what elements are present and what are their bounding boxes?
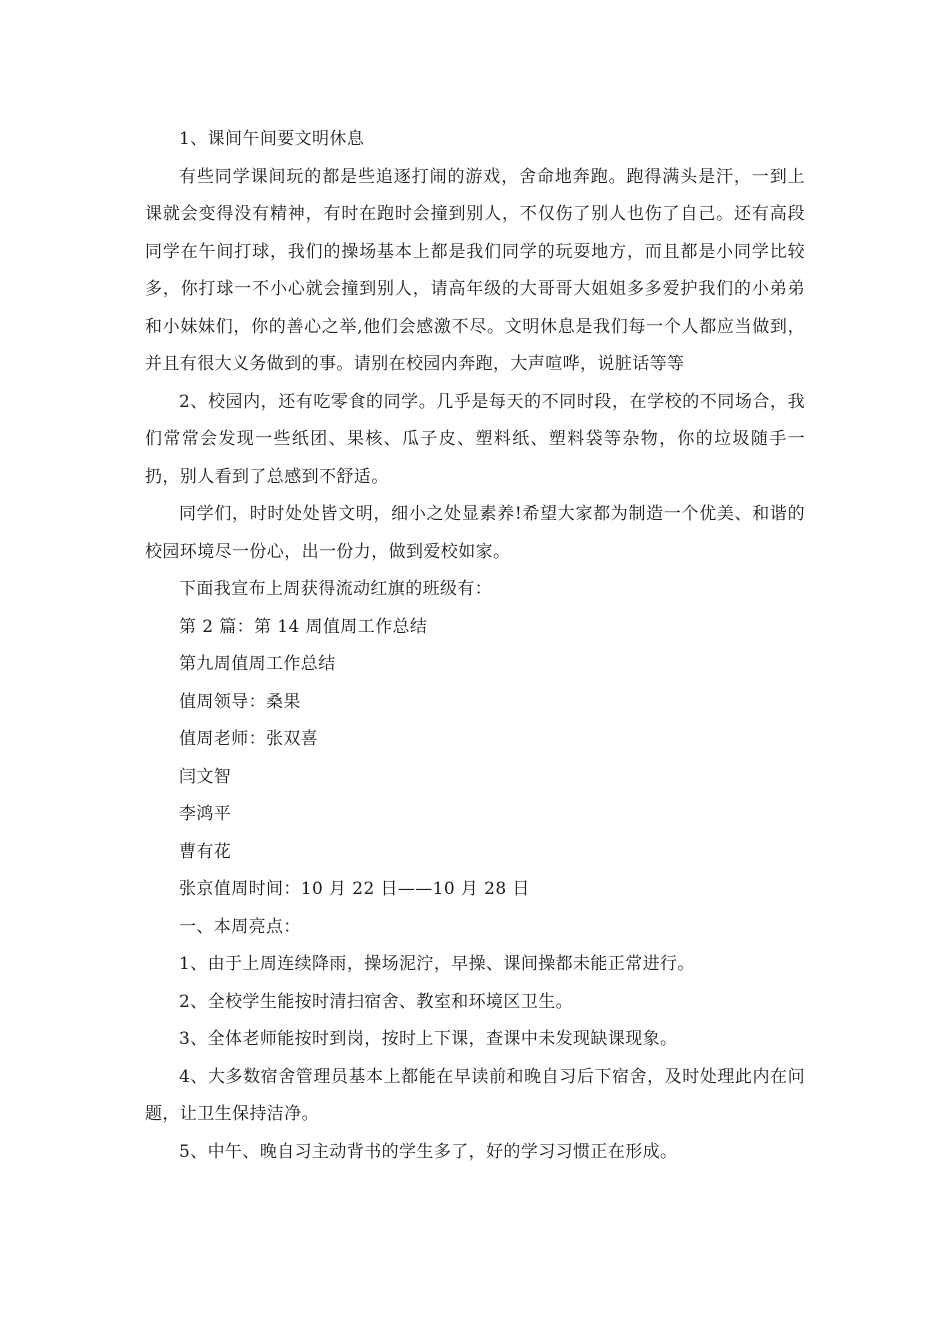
teacher-name: 闫文智 bbox=[179, 766, 232, 787]
summary-title: 第九周值周工作总结 bbox=[179, 654, 336, 674]
list-item: 5、中午、晚自习主动背书的学生多了，好的学习习惯正在形成。 bbox=[179, 1141, 678, 1162]
duty-leader: 值周领导：桑果 bbox=[179, 691, 301, 712]
paragraph: 2、校园内，还有吃零食的同学。几乎是每天的不同时段，在学校的不同场合，我们常常会发现一些纸团、果核、瓜子皮、塑料纸、塑料袋等杂物，你的垃圾随手一扔，别人看到了总感到不舒适。 bbox=[145, 391, 805, 487]
teacher-name: 曹有花 bbox=[179, 841, 232, 862]
paragraph: 同学们，时时处处皆文明，细小之处显素养!希望大家都为制造一个优美、和谐的校园环境尽一份心，出一份力，做到爱校如家。 bbox=[145, 504, 805, 562]
teacher-name: 李鸿平 bbox=[179, 804, 232, 824]
list-item: 3、全体老师能按时到岗，按时上下课，查课中未发现缺课现象。 bbox=[179, 1029, 678, 1049]
list-item: 1、由于上周连续降雨，操场泥泞，早操、课间操都未能正常进行。 bbox=[179, 954, 695, 974]
article-title: 第 2 篇：第 14 周值周工作总结 bbox=[179, 616, 428, 637]
section-heading: 一、本周亮点： bbox=[179, 916, 301, 937]
duty-teacher: 值周老师：张双喜 bbox=[179, 729, 319, 749]
duty-period: 张京值周时间：10 月 22 日——10 月 28 日 bbox=[179, 879, 530, 899]
section-heading: 1、课间午间要文明休息 bbox=[179, 129, 365, 149]
paragraph: 下面我宣布上周获得流动红旗的班级有： bbox=[179, 579, 493, 599]
paragraph: 有些同学课间玩的都是些追逐打闹的游戏，舍命地奔跑。跑得满头是汗，一到上课就会变得没有精神，有时在跑时会撞到别人，不仅伤了别人也伤了自己。还有高段同学在午间打球，我们的操场基本上都是我们同学的玩耍地方，而且都是小同学比较多，你打球一不小心就会撞到别人，请高年级的大哥哥大姐姐多多爱护我们的小弟弟和小妹妹们，你的善心之举,他们会感激不尽。文明休息是我们每一个人都应当做到，并且有很大义务做到的事。请别在校园内奔跑，大声喧哗，说脏话等等 bbox=[145, 166, 805, 374]
list-item: 4、大多数宿舍管理员基本上都能在早读前和晚自习后下宿舍，及时处理此内在问题，让卫生保持洁净。 bbox=[145, 1066, 805, 1124]
document-page bbox=[145, 121, 805, 1171]
list-item: 2、全校学生能按时清扫宿舍、教室和环境区卫生。 bbox=[179, 991, 574, 1012]
